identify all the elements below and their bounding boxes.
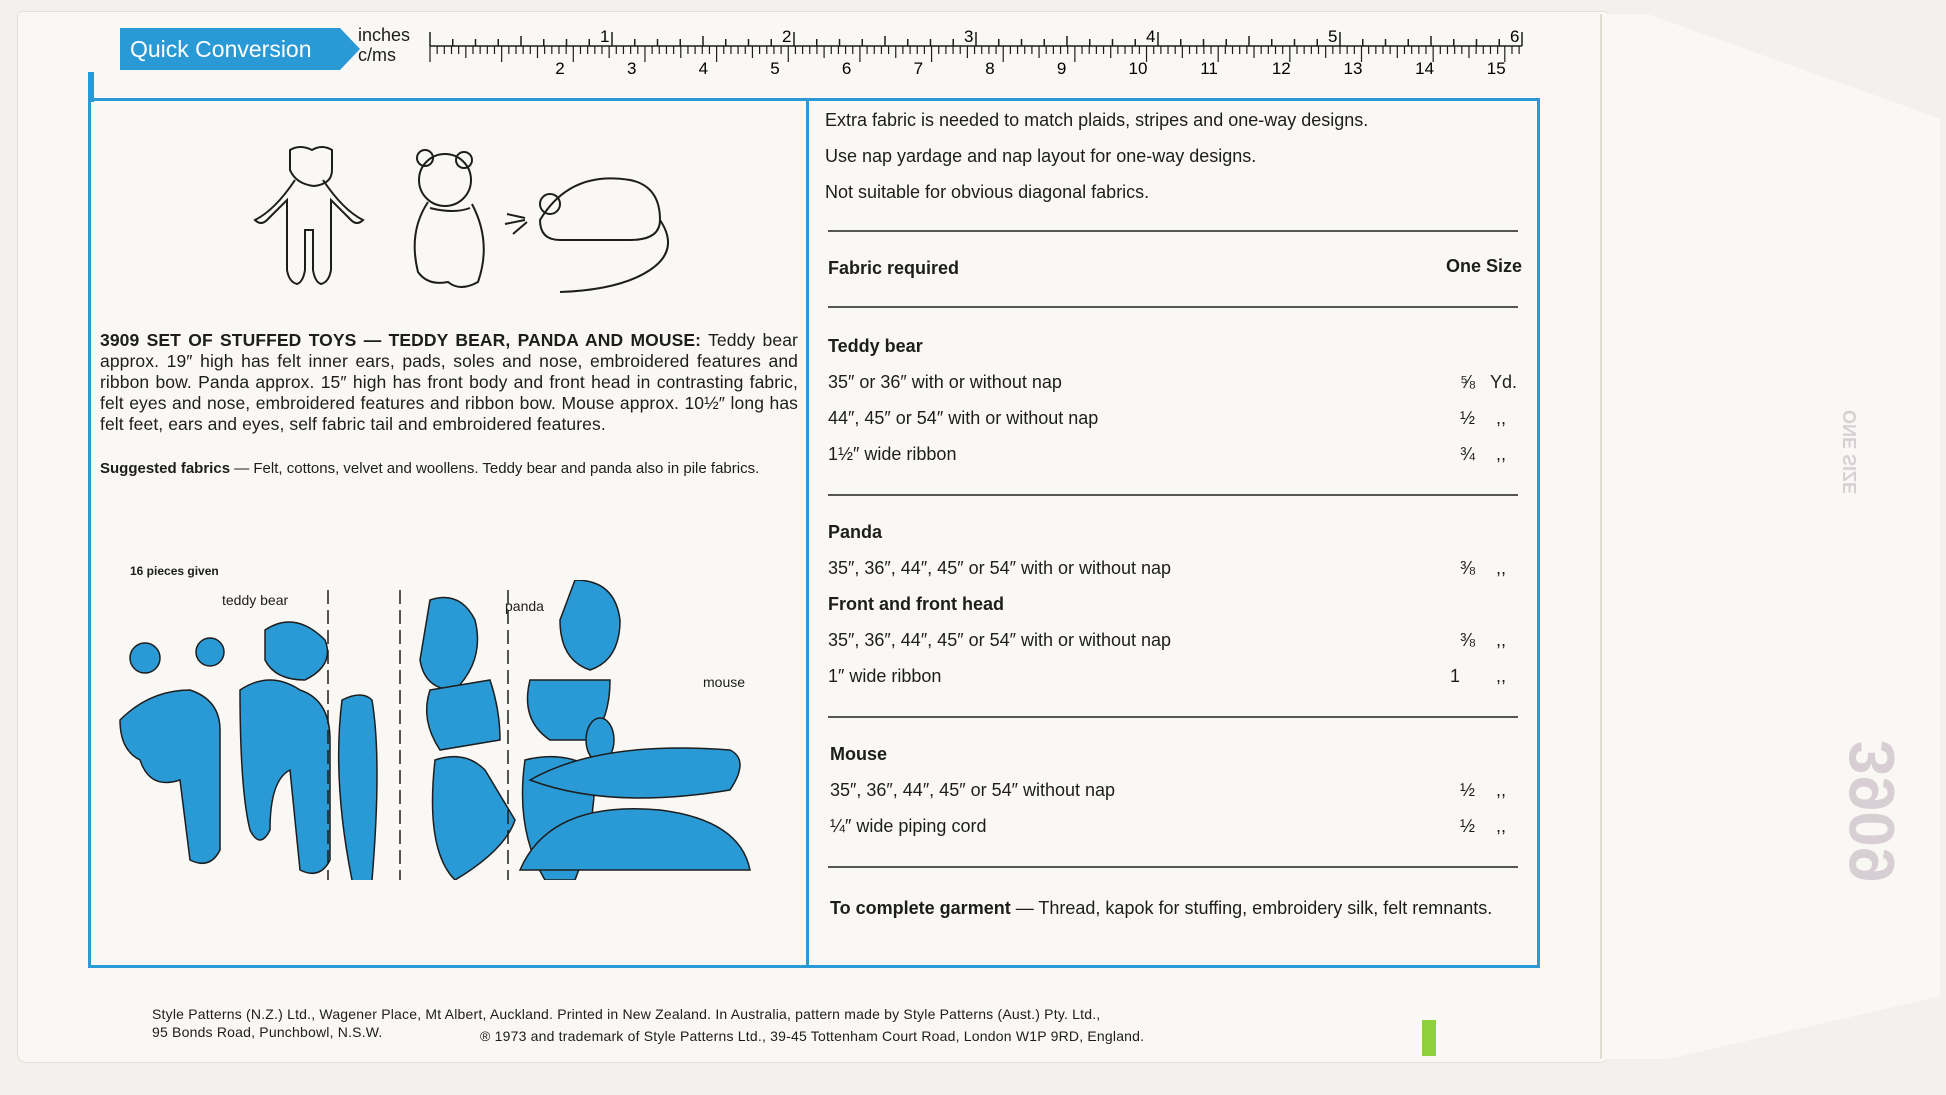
envelope-flap xyxy=(1600,14,1940,1059)
teddy-row-3-unit: ,, xyxy=(1496,444,1507,464)
panda-sub-row-1-unit: ,, xyxy=(1496,630,1507,650)
complete-text: — Thread, kapok for stuffing, embroidery silk, felt remnants. xyxy=(1015,898,1493,918)
complete-garment xyxy=(830,890,1528,926)
ruler-cm-label: 9 xyxy=(1056,59,1067,78)
note-3: Not suitable for obvious diagonal fabrics. xyxy=(825,182,1150,202)
note-1: Extra fabric is needed to match plaids, stripes and one-way designs. xyxy=(825,110,1369,130)
pattern-description xyxy=(100,330,798,435)
mouse-row-1-amt: ½ xyxy=(1460,780,1476,800)
flap-size: ONE SIZE xyxy=(1840,410,1860,495)
note-2: Use nap yardage and nap layout for one-way designs. xyxy=(825,146,1257,166)
ruler-cm-label: 11 xyxy=(1200,59,1218,78)
mouse-row-2-desc: ¼″ wide piping cord xyxy=(830,816,987,836)
ruler-cm-label: 2 xyxy=(555,59,565,78)
rule xyxy=(828,866,1518,868)
footer-line-1: Style Patterns (N.Z.) Ltd., Wagener Place, Mt Albert, Auckland. Printed in New Zealand. In Australia, pattern made by Style Patterns (Aust.) Pty. Ltd., xyxy=(152,1006,1101,1022)
mouse-section-title: Mouse xyxy=(830,744,888,764)
piece-panda-back xyxy=(433,757,516,880)
panda-pieces-label: panda xyxy=(505,598,544,614)
mouse-row-1-desc: 35″, 36″, 44″, 45″ or 54″ without nap xyxy=(830,780,1116,800)
pattern-number: 3909 xyxy=(100,330,140,350)
piece-teddy-back xyxy=(240,680,330,873)
panda-sub-row-2-amt: 1 xyxy=(1450,666,1461,686)
teddy-row-1-unit: Yd. xyxy=(1490,372,1518,392)
suggested-text: — Felt, cottons, velvet and woollens. Teddy bear and panda also in pile fabrics. xyxy=(234,460,760,477)
pattern-pieces xyxy=(110,580,810,880)
conversion-ruler xyxy=(358,26,1538,78)
ruler-cm-label: 10 xyxy=(1128,59,1148,78)
piece-panda-back-head xyxy=(560,580,620,670)
ruler-cm-label: 12 xyxy=(1271,59,1291,78)
rule xyxy=(828,494,1518,496)
ruler-inch-label: 6 xyxy=(1510,27,1520,46)
panda-sketch xyxy=(415,150,484,287)
ruler-inch-label: 1 xyxy=(600,27,610,46)
teddy-pieces-label: teddy bear xyxy=(222,592,289,608)
ruler-cm-label: 8 xyxy=(985,59,995,78)
size-label: One Size xyxy=(1446,256,1523,276)
mouse-row-2-amt: ½ xyxy=(1460,816,1476,836)
ruler-cm-label: 7 xyxy=(913,59,924,78)
teddy-bear-sketch xyxy=(255,147,363,284)
suggested-fabrics xyxy=(100,460,798,478)
flap-pattern-number: 3909 xyxy=(1836,740,1908,883)
ruler-cms-label: c/ms xyxy=(358,45,396,65)
teddy-row-2-unit: ,, xyxy=(1496,408,1507,428)
complete-label: To complete garment xyxy=(830,898,1011,918)
pattern-title: SET OF STUFFED TOYS — TEDDY BEAR, PANDA AND MOUSE: xyxy=(146,330,702,350)
fabric-required-label: Fabric required xyxy=(828,258,960,278)
panda-section-title: Panda xyxy=(828,522,883,542)
panda-sub-row-2-unit: ,, xyxy=(1496,666,1507,686)
toy-illustrations xyxy=(250,140,690,320)
suggested-label: Suggested fabrics xyxy=(100,460,231,477)
green-marker xyxy=(1422,1020,1436,1056)
panda-sub-row-2-desc: 1″ wide ribbon xyxy=(828,666,942,686)
panda-sub-row-1-amt: ⅜ xyxy=(1460,630,1476,650)
ruler-inch-label: 3 xyxy=(964,27,974,46)
ruler-cm-label: 13 xyxy=(1343,59,1363,78)
panda-sub-row-1-desc: 35″, 36″, 44″, 45″ or 54″ with or without nap xyxy=(828,630,1172,650)
quick-conversion-banner: Quick Conversion xyxy=(120,28,340,70)
mouse-pieces-label: mouse xyxy=(703,674,746,690)
mouse-sketch xyxy=(505,178,668,292)
teddy-row-2-desc: 44″, 45″ or 54″ with or without nap xyxy=(828,408,1099,428)
piece-teddy-ear xyxy=(196,638,224,666)
panda-row-1-unit: ,, xyxy=(1496,558,1507,578)
piece-teddy-front xyxy=(120,690,220,863)
pattern-body: Teddy bear approx. 19″ high has felt inner ears, pads, soles and nose, embroidered features and ribbon bow. Panda approx. 15″ high has front body and front head in contrasting fabric, felt eyes and nose, embroidered features and ribbon bow. Mouse approx. 10½″ long has felt feet, ears and eyes, self fabric tail and embroidered features. xyxy=(100,330,798,434)
mouse-row-1-unit: ,, xyxy=(1496,780,1507,800)
ruler-cm-label: 6 xyxy=(841,59,852,78)
teddy-row-2-amt: ½ xyxy=(1460,408,1476,428)
teddy-section-title: Teddy bear xyxy=(828,336,923,356)
ruler-inch-label: 4 xyxy=(1146,27,1156,46)
piece-teddy-side-head xyxy=(265,622,328,680)
ruler-inches-label: inches xyxy=(358,26,411,45)
ruler-cm-label: 15 xyxy=(1486,59,1506,78)
ruler-inch-label: 5 xyxy=(1328,27,1338,46)
panda-row-1-desc: 35″, 36″, 44″, 45″ or 54″ with or without nap xyxy=(828,558,1172,578)
footer-line-2b: ® 1973 and trademark of Style Patterns Ltd., 39-45 Tottenham Court Road, London W1P 9RD, England. xyxy=(480,1028,1145,1044)
pieces-count: 16 pieces given xyxy=(130,564,219,578)
mouse-row-2-unit: ,, xyxy=(1496,816,1507,836)
teddy-row-1-desc: 35″ or 36″ with or without nap xyxy=(828,372,1062,392)
teddy-row-3-desc: 1½″ wide ribbon xyxy=(828,444,957,464)
ruler-cm-label: 4 xyxy=(698,59,709,78)
ruler-cm-label: 3 xyxy=(626,59,637,78)
panda-sub-title: Front and front head xyxy=(828,594,1004,614)
rule xyxy=(828,230,1518,232)
footer-line-2a: 95 Bonds Road, Punchbowl, N.S.W. xyxy=(152,1024,383,1040)
teddy-row-1-amt: ⅝ xyxy=(1460,372,1476,392)
rule xyxy=(828,306,1518,308)
piece-panda-leg xyxy=(427,680,500,750)
ruler-inch-label: 2 xyxy=(782,27,792,46)
rule xyxy=(828,716,1518,718)
piece-panda-front-head xyxy=(420,598,478,691)
ruler-cm-label: 5 xyxy=(770,59,780,78)
panda-row-1-amt: ⅜ xyxy=(1460,558,1476,578)
piece-teddy-head-gusset xyxy=(339,695,377,880)
ruler-ticks xyxy=(430,27,1522,78)
teddy-row-3-amt: ¾ xyxy=(1460,444,1476,464)
ruler-cm-label: 14 xyxy=(1415,59,1435,78)
piece-teddy-sole xyxy=(130,643,160,673)
